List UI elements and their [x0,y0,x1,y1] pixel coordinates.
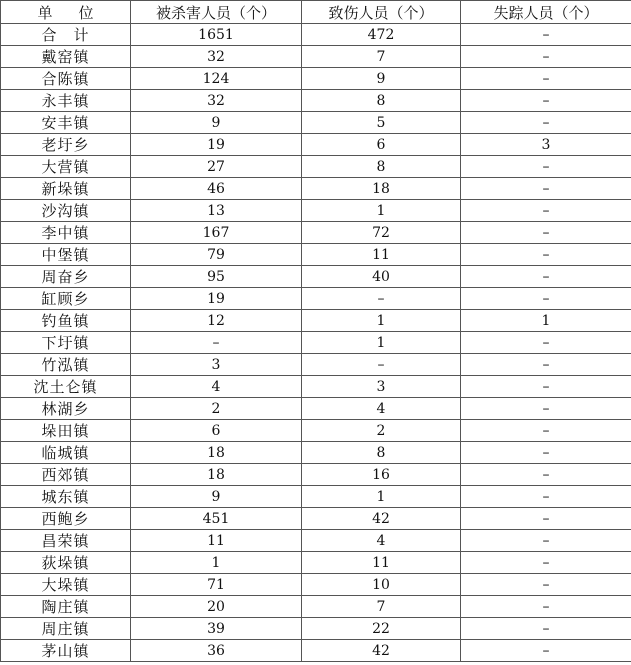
injured-count-cell: 8 [302,90,461,112]
killed-count-cell: 124 [131,68,302,90]
unit-name-cell: 城东镇 [1,486,131,508]
killed-count-cell: 19 [131,134,302,156]
unit-name-cell: 李中镇 [1,222,131,244]
unit-name-cell: 戴窑镇 [1,46,131,68]
injured-count-cell: – [302,354,461,376]
unit-name-cell: 竹泓镇 [1,354,131,376]
table-row [1,398,631,420]
unit-name-cell: 临城镇 [1,442,131,464]
missing-count-cell: – [461,24,631,46]
injured-count-cell: 1 [302,310,461,332]
table-row [1,310,631,332]
injured-count-cell: 42 [302,508,461,530]
unit-name-cell: 大垛镇 [1,574,131,596]
unit-name-cell: 垛田镇 [1,420,131,442]
injured-count-cell: 1 [302,486,461,508]
killed-count-cell: 18 [131,442,302,464]
unit-name-cell: 林湖乡 [1,398,131,420]
killed-count-cell: 18 [131,464,302,486]
missing-count-cell: – [461,398,631,420]
table-row [1,244,631,266]
killed-count-cell: 1651 [131,24,302,46]
table-row [1,112,631,134]
table-body [1,24,631,662]
missing-count-cell: – [461,222,631,244]
injured-count-cell: 8 [302,156,461,178]
table-row [1,596,631,618]
injured-count-cell: 42 [302,640,461,662]
unit-name-cell: 安丰镇 [1,112,131,134]
injured-count-cell: 22 [302,618,461,640]
missing-count-cell: 1 [461,310,631,332]
killed-count-cell: 13 [131,200,302,222]
missing-count-cell: – [461,68,631,90]
unit-name-cell: 西鲍乡 [1,508,131,530]
missing-count-cell: – [461,288,631,310]
injured-count-cell: 10 [302,574,461,596]
killed-count-cell: 79 [131,244,302,266]
unit-name-cell: 中堡镇 [1,244,131,266]
killed-count-cell: 3 [131,354,302,376]
unit-name-cell: 荻垛镇 [1,552,131,574]
missing-count-cell: – [461,266,631,288]
unit-name-cell: 昌荣镇 [1,530,131,552]
killed-count-cell: 6 [131,420,302,442]
table-row [1,90,631,112]
injured-count-cell: 2 [302,420,461,442]
missing-count-cell: – [461,552,631,574]
table-row [1,354,631,376]
injured-count-cell: 40 [302,266,461,288]
table-row [1,420,631,442]
table-row [1,156,631,178]
killed-count-cell: – [131,332,302,354]
header-unit-char-2: 位 [78,3,94,22]
missing-count-cell: – [461,46,631,68]
killed-count-cell: 19 [131,288,302,310]
injured-count-cell: 1 [302,332,461,354]
injured-count-cell: 16 [302,464,461,486]
injured-count-cell: 9 [302,68,461,90]
injured-count-cell: 8 [302,442,461,464]
total-row [1,24,631,46]
killed-count-cell: 46 [131,178,302,200]
injured-count-cell: 1 [302,200,461,222]
injured-count-cell: 3 [302,376,461,398]
table-row [1,530,631,552]
missing-count-cell: – [461,354,631,376]
killed-count-cell: 95 [131,266,302,288]
unit-name-cell: 合 计 [1,24,131,46]
table-row [1,222,631,244]
killed-count-cell: 20 [131,596,302,618]
missing-count-cell: – [461,244,631,266]
injured-count-cell: 5 [302,112,461,134]
table-row [1,376,631,398]
killed-count-cell: 39 [131,618,302,640]
table-row [1,134,631,156]
table-row [1,486,631,508]
killed-count-cell: 32 [131,90,302,112]
unit-name-cell: 周庄镇 [1,618,131,640]
killed-count-cell: 12 [131,310,302,332]
missing-count-cell: – [461,112,631,134]
killed-count-cell: 1 [131,552,302,574]
missing-count-cell: – [461,508,631,530]
unit-name-cell: 西郊镇 [1,464,131,486]
unit-name-cell: 陶庄镇 [1,596,131,618]
table-row [1,46,631,68]
injured-count-cell: – [302,288,461,310]
injured-count-cell: 72 [302,222,461,244]
injured-count-cell: 18 [302,178,461,200]
unit-name-cell: 老圩乡 [1,134,131,156]
missing-count-cell: – [461,420,631,442]
unit-name-cell: 下圩镇 [1,332,131,354]
killed-count-cell: 9 [131,486,302,508]
unit-name-cell: 钓鱼镇 [1,310,131,332]
killed-count-cell: 167 [131,222,302,244]
injured-count-cell: 11 [302,552,461,574]
killed-count-cell: 451 [131,508,302,530]
missing-count-cell: – [461,200,631,222]
table-row [1,200,631,222]
header-missing: 失踪人员（个） [461,1,631,24]
missing-count-cell: – [461,376,631,398]
table-row [1,288,631,310]
killed-count-cell: 2 [131,398,302,420]
injured-count-cell: 4 [302,530,461,552]
missing-count-cell: – [461,90,631,112]
unit-name-cell: 沈土仑镇 [1,376,131,398]
table-row [1,464,631,486]
table-row [1,266,631,288]
injured-count-cell: 472 [302,24,461,46]
injured-count-cell: 6 [302,134,461,156]
killed-count-cell: 36 [131,640,302,662]
killed-count-cell: 27 [131,156,302,178]
table-row [1,332,631,354]
injured-count-cell: 7 [302,596,461,618]
killed-count-cell: 11 [131,530,302,552]
header-unit-char-1: 单 [37,3,53,22]
header-unit [1,1,131,24]
table-row [1,618,631,640]
table-row [1,68,631,90]
table-row [1,552,631,574]
killed-count-cell: 9 [131,112,302,134]
unit-name-cell: 茅山镇 [1,640,131,662]
missing-count-cell: – [461,574,631,596]
unit-name-cell: 永丰镇 [1,90,131,112]
table-row [1,442,631,464]
table-row [1,574,631,596]
unit-name-cell: 周奋乡 [1,266,131,288]
table-row [1,640,631,662]
injured-count-cell: 7 [302,46,461,68]
missing-count-cell: – [461,178,631,200]
missing-count-cell: – [461,156,631,178]
unit-name-cell: 缸顾乡 [1,288,131,310]
unit-name-cell: 沙沟镇 [1,200,131,222]
killed-count-cell: 71 [131,574,302,596]
header-injured: 致伤人员（个） [302,1,461,24]
unit-name-cell: 新垛镇 [1,178,131,200]
missing-count-cell: – [461,530,631,552]
unit-name-cell: 大营镇 [1,156,131,178]
header-killed: 被杀害人员（个） [131,1,302,24]
missing-count-cell: – [461,442,631,464]
killed-count-cell: 32 [131,46,302,68]
injured-count-cell: 4 [302,398,461,420]
missing-count-cell: – [461,618,631,640]
injured-count-cell: 11 [302,244,461,266]
unit-name-cell: 合陈镇 [1,68,131,90]
header-row [1,1,631,24]
missing-count-cell: – [461,640,631,662]
missing-count-cell: – [461,332,631,354]
missing-count-cell: 3 [461,134,631,156]
missing-count-cell: – [461,464,631,486]
table-row [1,508,631,530]
killed-count-cell: 4 [131,376,302,398]
missing-count-cell: – [461,596,631,618]
table-row [1,178,631,200]
missing-count-cell: – [461,486,631,508]
